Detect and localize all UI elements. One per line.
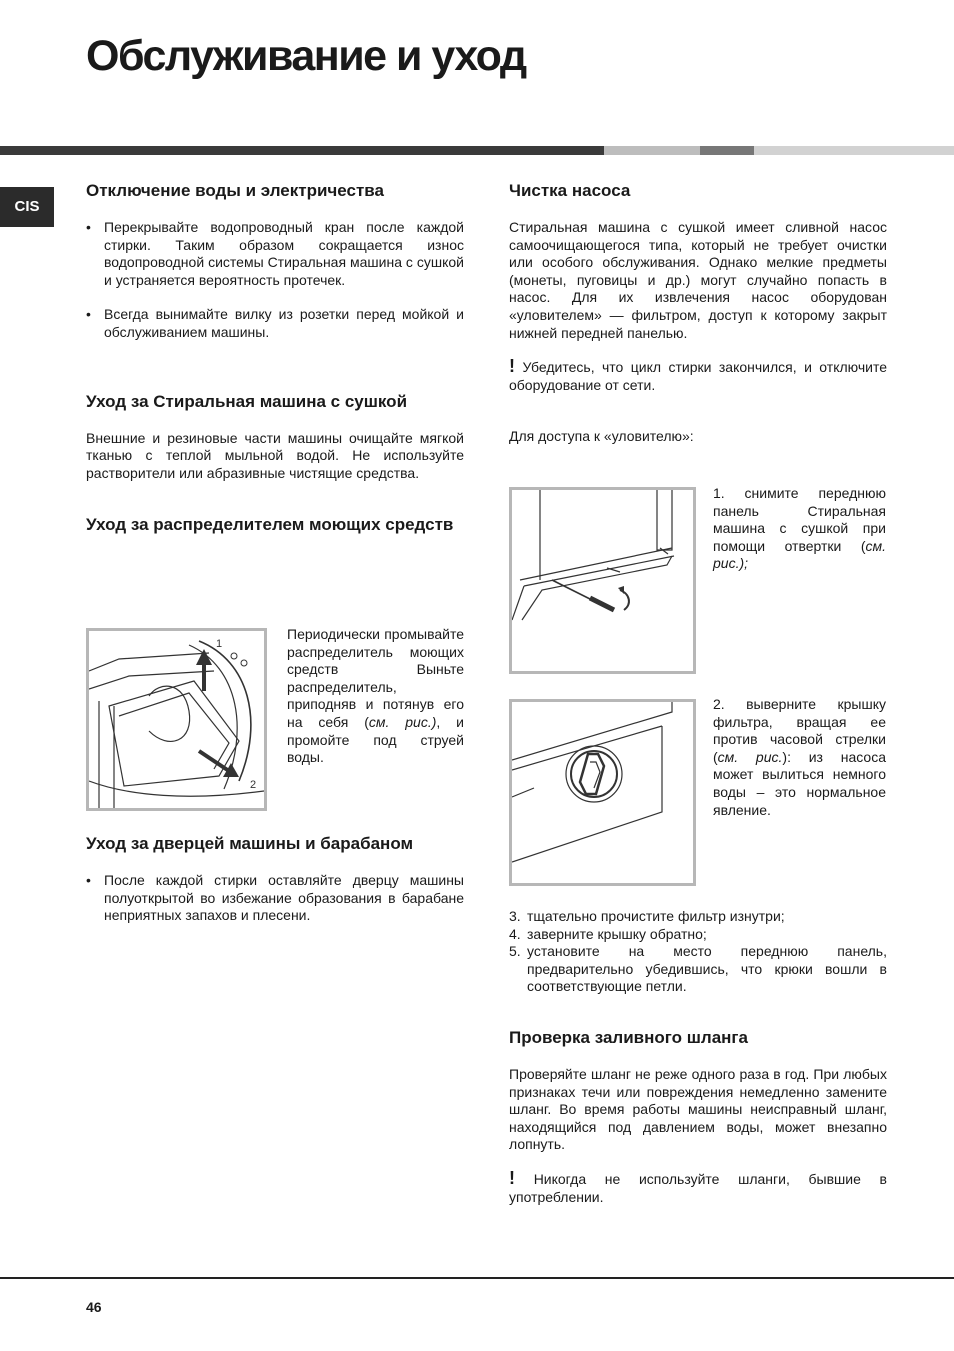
step-1-text — [713, 485, 886, 573]
header-bar-dark — [0, 146, 604, 155]
header-bar — [0, 146, 954, 155]
page-title: Обслуживание и уход — [86, 32, 526, 80]
paragraph: Проверяйте шланг не реже одного раза в год. При любых признаках течи или повреждения немедленно замените шланг. Во время работы машины неисправный шланг, находящийся под давлением воды, может внезапно лопнуть. — [509, 1065, 887, 1153]
footer-rule — [0, 1277, 954, 1279]
filter-cap-figure — [509, 699, 696, 886]
warning-icon: ! — [509, 356, 515, 377]
list-item: • Перекрывайте водопроводный кран после каждой стирки. Таким образом сокращается износ водопроводной системы Стиральная машина с сушкой и устраняется вероятность протечек. — [86, 219, 464, 289]
bullet-list — [86, 219, 464, 342]
step-number: 5. — [509, 943, 521, 960]
section-heading-machine-care: Уход за Стиральная машина с сушкой — [86, 391, 408, 411]
step-text: тщательно прочистите фильтр изнутри; — [527, 908, 785, 924]
step-2-a: 2. выверните крышку фильтра, вращая ее против часовой стрелки ( — [713, 696, 886, 765]
step-2-ref: см. рис. — [717, 748, 783, 765]
access-intro: Для доступа к «уловителю»: — [509, 428, 694, 445]
warning-text: Убедитесь, что цикл стирки закончился, и отключите оборудование от сети. — [509, 359, 888, 393]
figure-label-1: 1 — [216, 638, 223, 650]
list-item: • После каждой стирки оставляйте дверцу машины полуоткрытой во избежание образования в барабане неприятных запахов и плесени. — [86, 872, 464, 925]
dispenser-drawing — [89, 631, 264, 808]
step-2-b: ): из насоса может вылиться немного воды – это нормальное явление. — [713, 748, 886, 818]
page-number: 46 — [86, 1299, 102, 1315]
list-item: • Всегда вынимайте вилку из розетки перед мойкой и обслуживанием машины. — [86, 306, 464, 341]
step-number: 4. — [509, 925, 521, 942]
section-heading-pump-cleaning: Чистка насоса — [509, 181, 631, 200]
steps-list — [509, 908, 887, 996]
front-panel-drawing — [512, 490, 693, 671]
step-2-text — [713, 696, 886, 819]
front-panel-figure — [509, 487, 696, 674]
list-item — [509, 926, 887, 944]
step-1-a: 1. снимите переднюю панель Стиральная машина с сушкой при помощи отвертки ( — [713, 485, 886, 554]
section-heading-water-power: Отключение воды и электричества — [86, 181, 384, 200]
step-text: заверните крышку обратно; — [527, 925, 707, 942]
warning-note — [509, 1167, 887, 1206]
dispenser-text-ref: см. рис.) — [368, 713, 437, 730]
step-number: 3. — [509, 908, 521, 924]
header-bar-light-2 — [754, 146, 954, 155]
list-item — [509, 908, 887, 926]
left-column — [86, 182, 464, 534]
right-column — [509, 182, 887, 446]
dispenser-text — [287, 626, 464, 767]
warning-note — [509, 358, 887, 394]
filter-cap-drawing — [512, 702, 693, 883]
paragraph: Внешние и резиновые части машины очищайте мягкой тканью с теплой мыльной водой. Не используйте растворители или абразивные чистящие средства. — [86, 429, 464, 481]
step-1-ref: см. рис.); — [713, 537, 886, 572]
dispenser-text-b: , и промойте под струей воды. — [287, 713, 464, 766]
left-column-lower — [86, 835, 464, 925]
paragraph: Стиральная машина с сушкой имеет сливной насос самоочищающегося типа, который не требует очистки или особого обслуживания. Однако мелкие предметы (монеты, пуговицы и др.) могут случайно попасть в насос. Для их извлечения насос оборудован «уловителем» — фильтром, доступ к которому закрыт нижней передней панелью. — [509, 219, 887, 341]
bullet-list — [86, 872, 464, 925]
dispenser-figure — [86, 628, 267, 811]
header-bar-mid — [700, 146, 754, 155]
right-column-lower — [509, 908, 887, 1206]
list-item — [509, 943, 887, 996]
dispenser-text-a: Периодически промывайте распределитель моющих средств Выньте распределитель, приподняв и потянув его на себя ( — [287, 626, 464, 730]
language-tab: CIS — [0, 187, 54, 227]
section-heading-door-drum: Уход за дверцей машины и барабаном — [86, 834, 414, 853]
figure-label-2: 2 — [250, 779, 257, 791]
step-text: установите на место переднюю панель, предварительно убедившись, что крюки вошли в соответствующие петли. — [527, 943, 887, 995]
header-bar-light — [604, 146, 700, 155]
warning-text: Никогда не используйте шланги, бывшие в употреблении. — [509, 1170, 887, 1205]
section-heading-dispenser-care: Уход за распределителем моющих средств — [86, 515, 454, 535]
section-heading-hose-check: Проверка заливного шланга — [509, 1027, 748, 1047]
warning-icon: ! — [509, 1167, 515, 1188]
